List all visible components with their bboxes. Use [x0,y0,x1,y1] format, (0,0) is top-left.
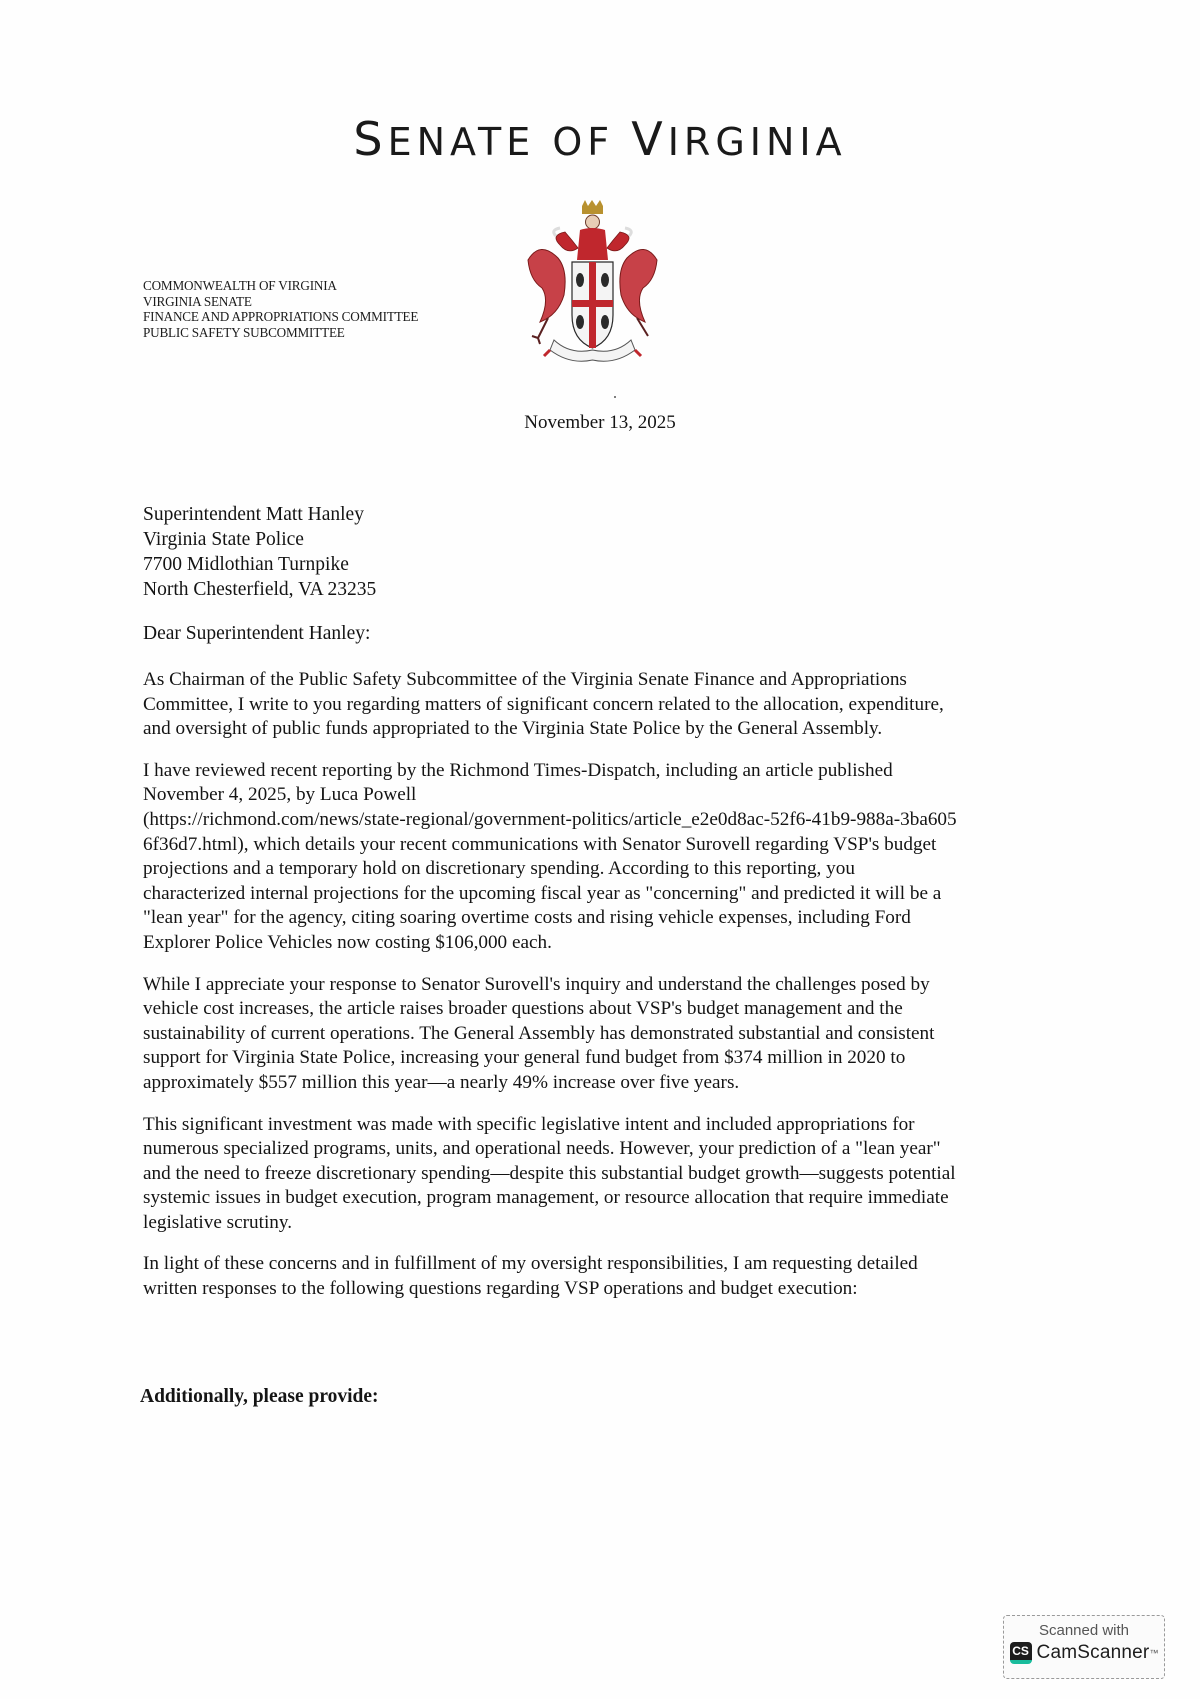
title-of: OF [552,120,615,164]
text-line: November 4, 2025, by Luca Powell [143,784,417,806]
paragraph-intro [143,668,1063,742]
recipient-line: 7700 Midlothian Turnpike [143,554,349,575]
letterhead-line: FINANCE AND APPROPRIATIONS COMMITTEE [143,309,419,324]
text-line: In light of these concerns and in fulfillment of my oversight responsibilities, I am requesting detailed [143,1253,918,1275]
text-line: numerous specialized programs, units, and operational needs. However, your prediction of a "lean year" [143,1138,941,1160]
text-line: and the need to freeze discretionary spending—despite this substantial budget growth—suggests potential [143,1162,956,1184]
letterhead-line: PUBLIC SAFETY SUBCOMMITTEE [143,324,345,340]
letter-body [143,668,1063,1319]
text-line: "lean year" for the agency, citing soaring overtime costs and rising vehicle expenses, including Ford [143,907,911,929]
page-title [0,112,1200,166]
camscanner-brand-name: CamScanner [1036,1642,1150,1663]
camscanner-brand [1004,1642,1164,1664]
camscanner-watermark [1003,1615,1165,1679]
text-line: This significant investment was made with specific legislative intent and included appropriations for [143,1113,915,1135]
article-url-text: (https://richmond.com/news/state-regional/government-politics/article_e2e0d8ac-52f6-41b9-988a-3ba605 [143,808,957,830]
letterhead-line: VIRGINIA SENATE [143,293,252,309]
recipient-line: North Chesterfield, VA 23235 [143,579,377,600]
title-enate: ENATE [387,120,536,164]
title-irginia: IRGINIA [667,120,847,164]
recipient-line: Superintendent Matt Hanley [143,504,364,525]
title-initial-s: S [353,112,388,166]
paragraph-budget-growth [143,973,1063,1096]
text-line: While I appreciate your response to Senator Surovell's inquiry and understand the challenges posed by [143,973,930,995]
text-line: 6f36d7.html), which details your recent communications with Senator Surovell regarding VSP's budget [143,833,937,855]
letter-date: November 13, 2025 [524,412,676,433]
camscanner-logo-icon: CS [1010,1642,1032,1664]
paragraph-legislative-intent [143,1113,1063,1236]
text-line: As Chairman of the Public Safety Subcommittee of the Virginia Senate Finance and Appropriations [143,669,907,690]
recipient-line: Virginia State Police [143,529,304,550]
text-line: characterized internal projections for the upcoming fiscal year as "concerning" and predicted it will be a [143,882,942,904]
paragraph-request [143,1252,1063,1301]
trademark-symbol: ™ [1149,1648,1159,1658]
senate-seal-icon [520,200,665,370]
text-line: systemic issues in budget execution, program management, or resource allocation that require immediate [143,1187,949,1209]
text-line: I have reviewed recent reporting by the Richmond Times-Dispatch, including an article published [143,759,893,781]
text-line: and oversight of public funds appropriated to the Virginia State Police by the General Assembly. [143,718,883,740]
text-line: written responses to the following questions regarding VSP operations and budget execution: [143,1278,858,1300]
letterhead-block [143,278,418,340]
decorative-dot [614,396,616,398]
text-line: Committee, I write to you regarding matters of significant concern related to the allocation, expenditure, [143,693,944,715]
text-line: Explorer Police Vehicles now costing $106,000 each. [143,931,552,953]
letterhead-line: COMMONWEALTH OF VIRGINIA [143,278,337,293]
paragraph-reporting [143,759,1063,956]
text-line: projections and a temporary hold on discretionary spending. According to this reporting, you [143,858,855,880]
title-initial-v: V [631,112,668,166]
salutation: Dear Superintendent Hanley: [143,623,371,644]
text-line: vehicle cost increases, the article raises broader questions about VSP's budget management and the [143,998,903,1020]
text-line: support for Virginia State Police, increasing your general fund budget from $374 million in 2020 to [143,1047,906,1069]
text-line: legislative scrutiny. [143,1211,293,1233]
additionally-heading: Additionally, please provide: [140,1386,379,1407]
text-line: sustainability of current operations. The General Assembly has demonstrated substantial and consistent [143,1022,935,1044]
text-line: approximately $557 million this year—a nearly 49% increase over five years. [143,1071,740,1093]
recipient-address [143,502,376,602]
scanned-with-text: Scanned with [1038,1622,1130,1639]
